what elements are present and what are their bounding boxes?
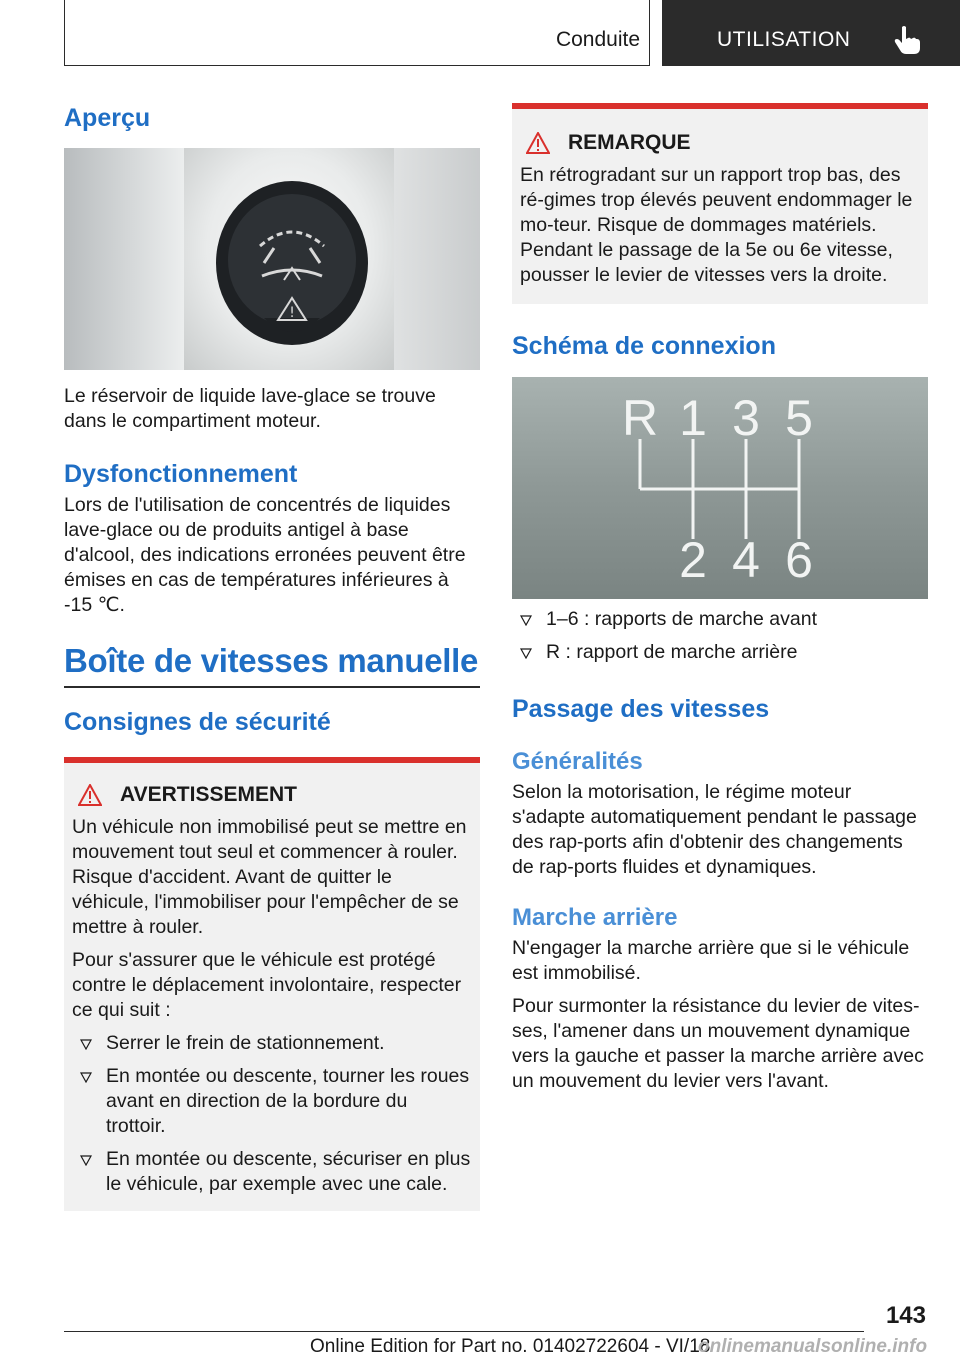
reverse-heading: Marche arrière xyxy=(512,904,678,931)
bullet-triangle-icon xyxy=(520,647,532,659)
gear-label-6: 6 xyxy=(785,532,813,588)
note-title xyxy=(520,131,920,155)
header-section-title: Conduite xyxy=(555,28,640,51)
warning-bullet-list xyxy=(72,1031,472,1197)
reverse-text-2: Pour surmonter la résistance du levier de vites-ses, l'amener dans un mouvement dynamique vers la gauche et passer la marche arrière avec un mouvement du levier vers l'avant. xyxy=(512,995,924,1092)
warning-text-2: Pour s'assurer que le véhicule est protégé contre le déplacement involontaire, respecter ce qui suit : xyxy=(72,949,462,1021)
gearbox-heading: Boîte de vitesses manuelle xyxy=(64,642,479,679)
gear-pattern-diagram xyxy=(512,377,928,599)
note-title-text: REMARQUE xyxy=(568,131,691,154)
pointing-hand-icon xyxy=(893,25,921,55)
footer-divider xyxy=(64,1331,864,1332)
washer-fluid-reservoir-photo xyxy=(64,148,480,370)
scheme-bullet-list xyxy=(512,607,928,665)
header-chapter-title: UTILISATION xyxy=(717,28,851,51)
bullet-triangle-icon xyxy=(80,1071,92,1083)
note-box xyxy=(512,103,928,304)
reservoir-cap-icon xyxy=(214,168,370,348)
list-item: Serrer le frein de stationnement. xyxy=(72,1031,472,1056)
gear-label-2: 2 xyxy=(679,532,707,588)
shifting-heading: Passage des vitesses xyxy=(512,695,770,723)
warning-triangle-icon xyxy=(78,784,102,806)
warning-text-1: Un véhicule non immobilisé peut se mettre en mouvement tout seul et commencer à rouler. Risque d'accident. Avant de quitter le véhicule, l'immobiliser pour l'empêcher de se mettre à rouler. xyxy=(72,816,467,938)
svg-text:!: ! xyxy=(289,305,295,321)
note-text: En rétrogradant sur un rapport trop bas, des ré-gimes trop élevés peuvent endommager le mo-teur. Risque de dommages matériels. Pendant le passage de la 5e ou 6e vitesse, pousser le levier de vitesses vers la droite. xyxy=(520,164,913,286)
warning-title-text: AVERTISSEMENT xyxy=(120,783,297,806)
safety-heading: Consignes de sécurité xyxy=(64,708,331,736)
footer-watermark: onlinemanualsonline.info xyxy=(698,1336,928,1357)
gear-label-4: 4 xyxy=(732,532,760,588)
page-number: 143 xyxy=(885,1302,926,1329)
footer-edition: Online Edition for Part no. 01402722604 - VI/18 xyxy=(310,1336,711,1357)
gear-label-3: 3 xyxy=(732,390,760,446)
warning-title xyxy=(72,783,472,807)
overview-text: Le réservoir de liquide lave-glace se trouve dans le compartiment moteur. xyxy=(64,385,436,432)
general-heading: Généralités xyxy=(512,748,643,775)
bullet-triangle-icon xyxy=(80,1154,92,1166)
list-item: 1–6 : rapports de marche avant xyxy=(512,607,928,632)
bullet-triangle-icon xyxy=(80,1038,92,1050)
gear-label-r: R xyxy=(621,390,659,446)
reverse-text-1: N'engager la marche arrière que si le véhicule est immobilisé. xyxy=(512,937,910,984)
gear-shift-pattern-image xyxy=(512,377,928,599)
malfunction-heading: Dysfonctionnement xyxy=(64,460,298,488)
warning-triangle-icon xyxy=(526,132,550,154)
overview-heading: Aperçu xyxy=(64,104,151,132)
left-column xyxy=(64,100,480,1211)
list-item: En montée ou descente, sécuriser en plus le véhicule, par exemple avec une cale. xyxy=(72,1147,472,1197)
gear-label-5: 5 xyxy=(785,390,813,446)
section-divider xyxy=(64,686,480,688)
list-item: R : rapport de marche arrière xyxy=(512,640,928,665)
gear-label-1: 1 xyxy=(679,390,707,446)
list-item: En montée ou descente, tourner les roues avant en direction de la bordure du trottoir. xyxy=(72,1064,472,1139)
right-column xyxy=(512,103,928,1094)
bullet-triangle-icon xyxy=(520,614,532,626)
general-text: Selon la motorisation, le régime moteur s'adapte automatiquement pendant le passage des rap-ports afin d'obtenir des changements de rap-ports fluides et dynamiques. xyxy=(512,781,917,878)
warning-box xyxy=(64,757,480,1211)
scheme-heading: Schéma de connexion xyxy=(512,332,776,360)
malfunction-text: Lors de l'utilisation de concentrés de liquides lave-glace ou de produits antigel à base d'alcool, des indications erronées peuvent être émises en cas de températures inférieures à -15 ℃. xyxy=(64,494,466,616)
